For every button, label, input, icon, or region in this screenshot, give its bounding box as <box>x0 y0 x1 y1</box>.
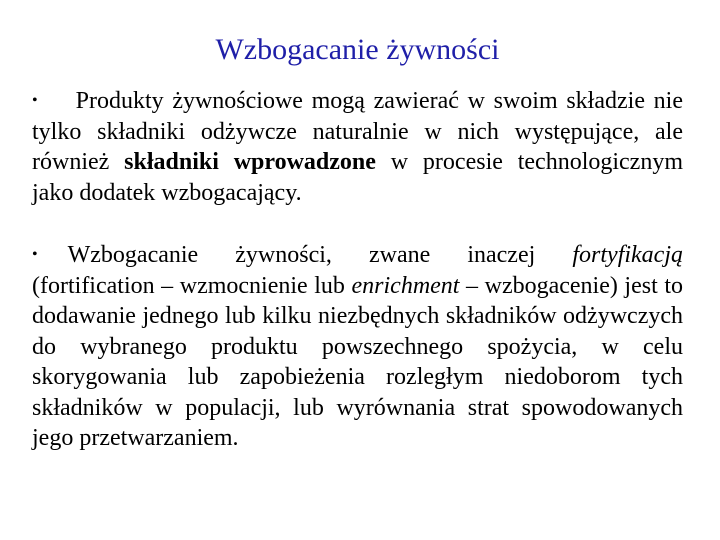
paragraph-2-italic-enrichment: enrichment <box>351 272 460 299</box>
slide-title: Wzbogacanie żywności <box>215 33 500 66</box>
paragraph-2-part-2: (fortification – wzmocnienie lub <box>32 272 352 299</box>
paragraph-2-italic-fortyfikacja: fortyfikacją <box>572 242 683 268</box>
paragraph-2 <box>32 240 683 454</box>
paragraph-1 <box>32 86 683 208</box>
paragraph-1-text-before-bold: Produkty żywnościowe mogą zawierać w swoim składzie nie tylko składniki odżywcze naturalnie w nich występujące, ale również <box>32 88 683 175</box>
paragraph-2-part-1: Wzbogacanie żywności, zwane inaczej <box>67 242 573 268</box>
paragraph-2-part-3: – wzbogacenie) jest to dodawanie jednego lub kilku niezbędnych składników odżywczych do wybranego produktu powszechnego spożycia, w celu skorygowania lub zapobieżenia rozległym niedoborom tych składników w populacji, lub wyrównania strat spowodowanych jego przetwarzaniem. <box>32 272 683 451</box>
bullet-icon: • <box>32 246 38 263</box>
paragraph-1-text-after-bold: w procesie technologicznym jako dodatek wzbogacający. <box>32 149 684 206</box>
paragraph-1-bold-text: składniki wprowadzone <box>124 149 376 175</box>
bullet-icon: • <box>32 92 38 109</box>
